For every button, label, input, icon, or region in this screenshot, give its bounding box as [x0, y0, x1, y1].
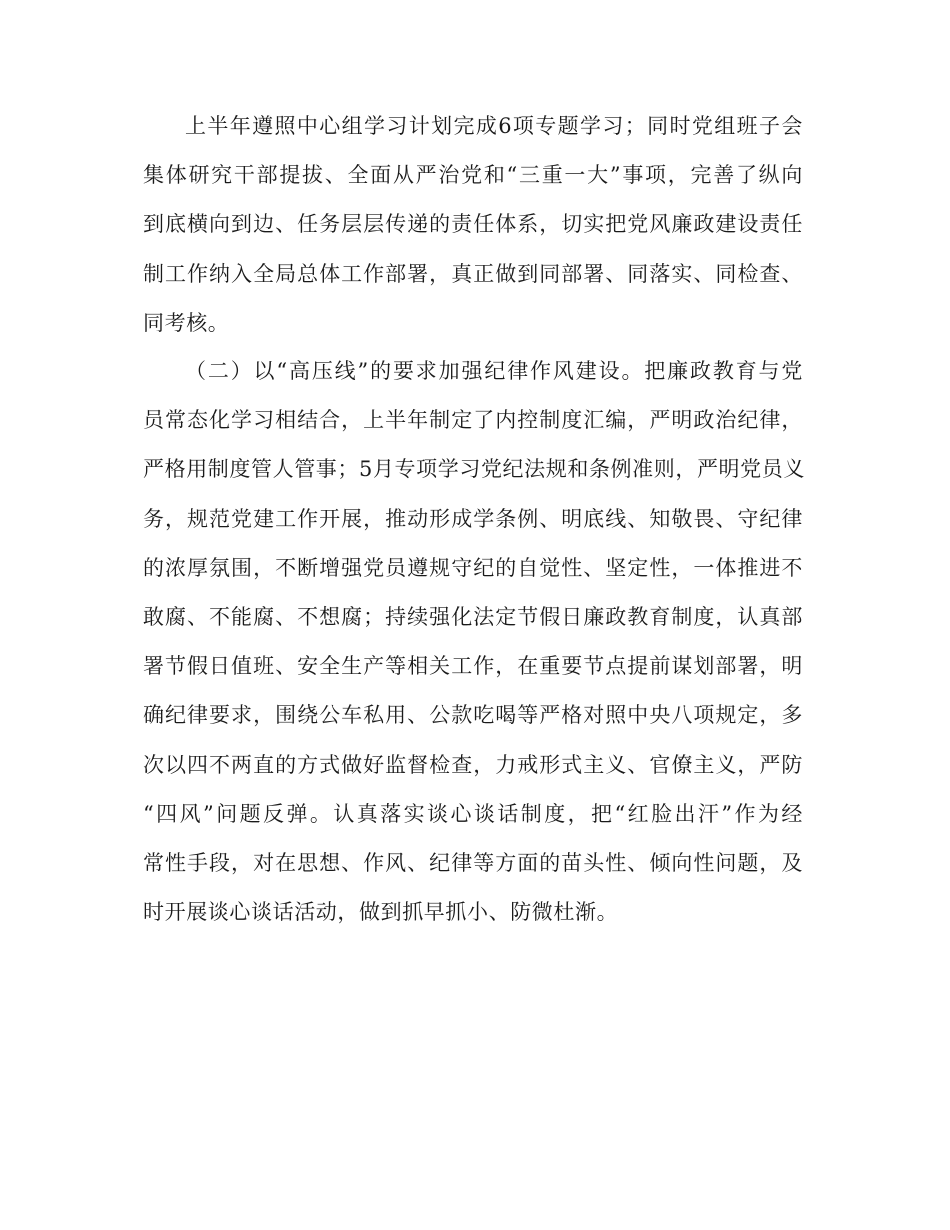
paragraph-2-line-12: 时开展谈心谈话活动，做到抓早抓小、防微杜渐。: [143, 900, 619, 925]
paragraph-1-line-4: 制工作纳入全局总体工作部署，真正做到同部署、同落实、同检查、: [143, 261, 803, 286]
paragraph-1: [143, 102, 803, 348]
paragraph-1-line-5: 同考核。: [143, 310, 230, 335]
paragraph-2-line-7: 署节假日值班、安全生产等相关工作，在重要节点提前谋划部署，明: [143, 654, 803, 679]
paragraph-1-line-1: 上半年遵照中心组学习计划完成6项专题学习；同时党组班子会: [185, 114, 803, 138]
paragraph-2-line-4: 务，规范党建工作开展，推动形成学条例、明底线、知敬畏、守纪律: [143, 506, 803, 531]
paragraph-1-line-3: 到底横向到边、任务层层传递的责任体系，切实把党风廉政建设责任: [143, 212, 803, 237]
paragraph-2-line-3: 严格用制度管人管事；5月专项学习党纪法规和条例准则，严明党员义: [143, 457, 805, 482]
paragraph-2-line-5: 的浓厚氛围，不断增强党员遵规守纪的自觉性、坚定性，一体推进不: [143, 555, 803, 580]
paragraph-2-line-2: 员常态化学习相结合，上半年制定了内控制度汇编，严明政治纪律，: [143, 408, 803, 433]
paragraph-2-line-9: 次以四不两直的方式做好监督检查，力戒形式主义、官僚主义，严防: [143, 752, 803, 777]
paragraph-1-line-2: 集体研究干部提拔、全面从严治党和“三重一大”事项，完善了纵向: [143, 163, 803, 188]
paragraph-2-line-8: 确纪律要求，围绕公车私用、公款吃喝等严格对照中央八项规定，多: [143, 703, 803, 728]
paragraph-2-line-6: 敢腐、不能腐、不想腐；持续强化法定节假日廉政教育制度，认真部: [143, 604, 803, 629]
paragraph-2-line-10: “四风”问题反弹。认真落实谈心谈话制度，把“红脸出汗”作为经: [143, 801, 803, 826]
paragraph-2: [143, 347, 803, 937]
paragraph-2-line-11: 常性手段，对在思想、作风、纪律等方面的苗头性、倾向性问题，及: [143, 850, 803, 875]
paragraph-2-line-1: （二）以“高压线”的要求加强纪律作风建设。把廉政教育与党: [185, 359, 803, 383]
